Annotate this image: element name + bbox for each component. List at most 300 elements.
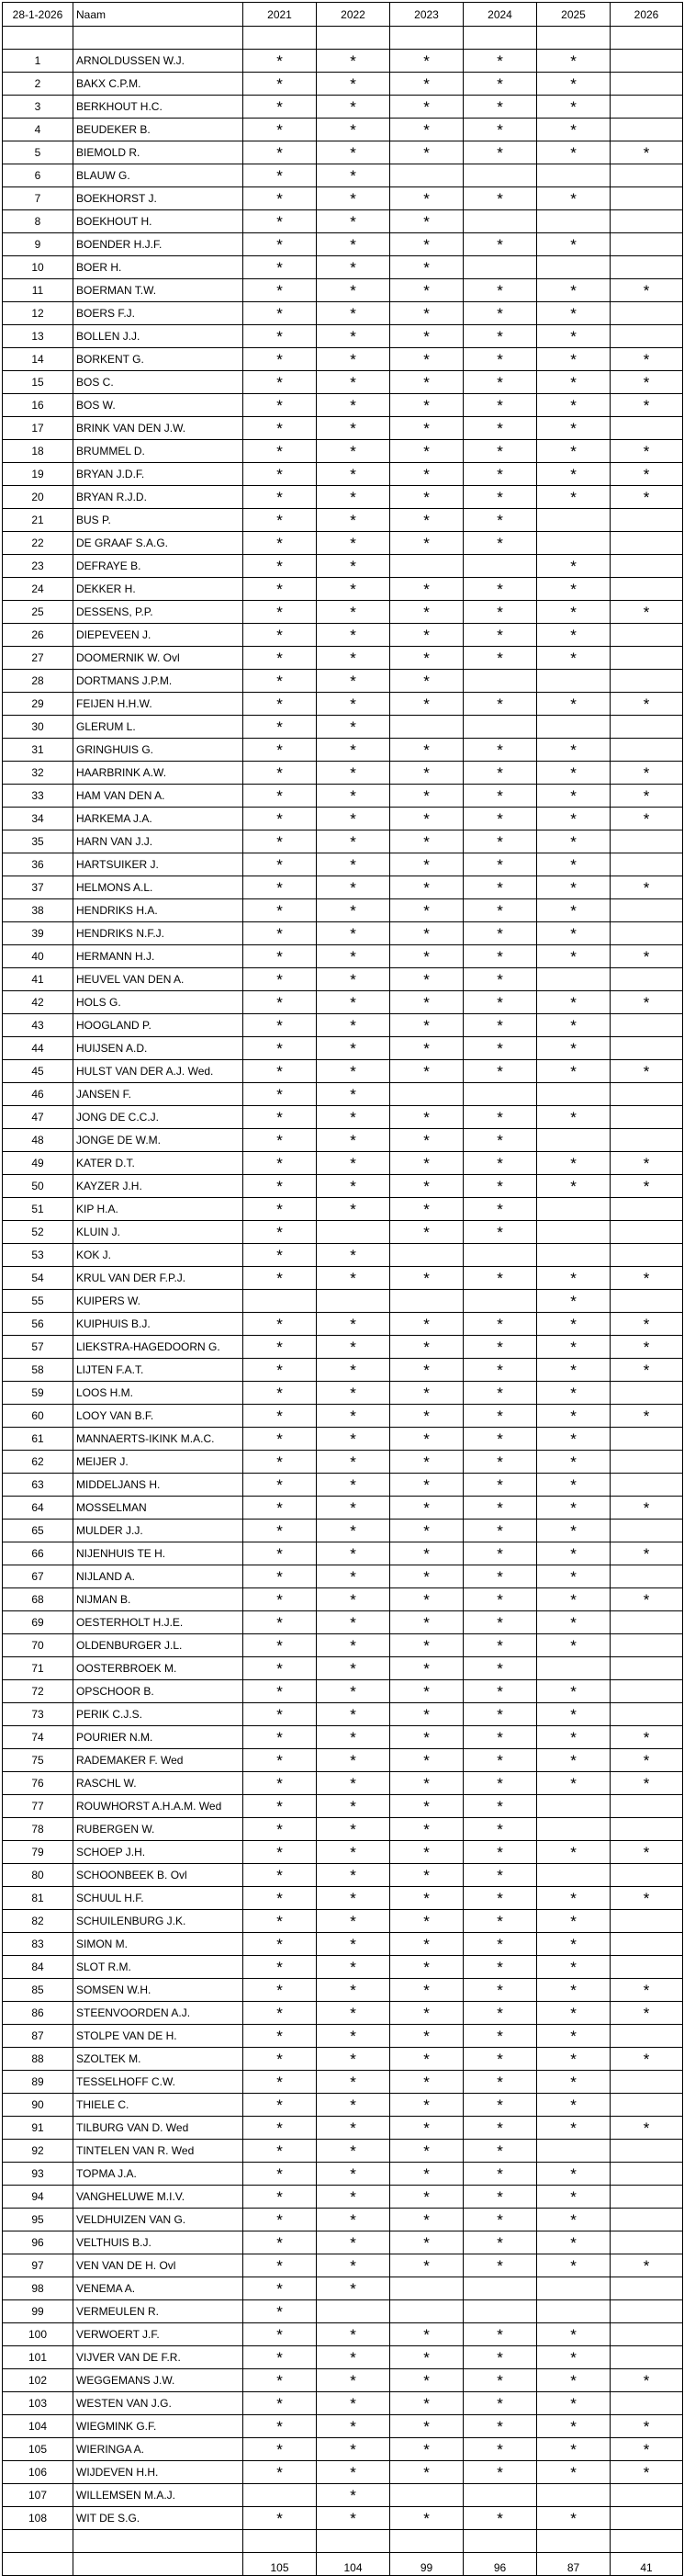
year-mark-cell <box>537 2300 611 2323</box>
year-mark-cell: * <box>611 1588 683 1611</box>
year-mark-cell <box>464 1083 537 1106</box>
year-mark-cell <box>611 417 683 440</box>
row-number: 3 <box>3 96 73 119</box>
table-row <box>3 2094 683 2117</box>
year-mark-cell: * <box>390 2461 464 2484</box>
year-mark-cell: * <box>464 1864 537 1887</box>
year-mark-cell <box>611 73 683 96</box>
row-number: 37 <box>3 876 73 899</box>
table-row <box>3 785 683 808</box>
year-mark-cell: * <box>537 1451 611 1474</box>
member-name: KIP H.A. <box>73 1198 243 1221</box>
member-name: HENDRIKS H.A. <box>73 899 243 922</box>
year-mark-cell: * <box>243 1887 317 1910</box>
year-mark-cell <box>464 1244 537 1267</box>
year-mark-cell: * <box>537 624 611 647</box>
year-mark-cell: * <box>317 808 390 830</box>
year-mark-cell: * <box>243 2277 317 2300</box>
year-mark-cell: * <box>537 2254 611 2277</box>
year-mark-cell: * <box>390 187 464 210</box>
member-name: BERKHOUT H.C. <box>73 96 243 119</box>
year-mark-cell: * <box>537 2025 611 2048</box>
member-name: BORKENT G. <box>73 348 243 371</box>
year-mark-cell: * <box>537 233 611 256</box>
table-row <box>3 164 683 187</box>
member-name: VELTHUIS B.J. <box>73 2231 243 2254</box>
year-mark-cell: * <box>611 1772 683 1795</box>
year-mark-cell: * <box>317 1405 390 1428</box>
year-mark-cell <box>611 2300 683 2323</box>
table-row <box>3 1382 683 1405</box>
table-row <box>3 1152 683 1175</box>
row-number: 59 <box>3 1382 73 1405</box>
year-mark-cell: * <box>243 2048 317 2071</box>
year-mark-cell: * <box>243 2163 317 2186</box>
year-mark-cell: * <box>243 210 317 233</box>
year-mark-cell: * <box>317 1428 390 1451</box>
table-row <box>3 2323 683 2346</box>
year-mark-cell <box>243 1290 317 1313</box>
year-mark-cell: * <box>611 1359 683 1382</box>
row-number: 91 <box>3 2117 73 2140</box>
year-mark-cell <box>390 2484 464 2507</box>
year-mark-cell <box>611 2186 683 2209</box>
row-number: 35 <box>3 830 73 853</box>
year-mark-cell: * <box>390 1014 464 1037</box>
year-mark-cell: * <box>317 2117 390 2140</box>
year-mark-cell: * <box>464 325 537 348</box>
year-mark-cell: * <box>243 1313 317 1336</box>
year-mark-cell: * <box>243 1428 317 1451</box>
year-mark-cell <box>611 187 683 210</box>
year-mark-cell: * <box>537 119 611 141</box>
year-mark-cell: * <box>243 922 317 945</box>
year-mark-cell: * <box>317 1841 390 1864</box>
year-mark-cell <box>611 716 683 739</box>
year-mark-cell: * <box>390 2117 464 2140</box>
year-mark-cell: * <box>464 1818 537 1841</box>
year-mark-cell: * <box>464 2346 537 2369</box>
year-mark-cell: * <box>464 2254 537 2277</box>
table-row <box>3 2254 683 2277</box>
year-mark-cell: * <box>464 1037 537 1060</box>
year-mark-cell: * <box>390 1956 464 1979</box>
year-mark-cell: * <box>317 555 390 578</box>
year-mark-cell: * <box>464 2094 537 2117</box>
row-number: 86 <box>3 2002 73 2025</box>
year-mark-cell: * <box>464 601 537 624</box>
year-mark-cell: * <box>317 1703 390 1726</box>
year-mark-cell: * <box>537 876 611 899</box>
member-name: PERIK C.J.S. <box>73 1703 243 1726</box>
year-mark-cell: * <box>464 2323 537 2346</box>
member-name: BOS C. <box>73 371 243 394</box>
year-mark-cell: * <box>317 2507 390 2530</box>
year-mark-cell: * <box>243 2140 317 2163</box>
table-row <box>3 991 683 1014</box>
member-name: SOMSEN W.H. <box>73 1979 243 2002</box>
row-number: 25 <box>3 601 73 624</box>
year-mark-cell: * <box>317 233 390 256</box>
row-number: 80 <box>3 1864 73 1887</box>
table-row <box>3 1864 683 1887</box>
year-mark-cell: * <box>243 1060 317 1083</box>
year-mark-cell <box>611 739 683 762</box>
year-mark-cell: * <box>243 1451 317 1474</box>
year-mark-cell: * <box>317 141 390 164</box>
year-mark-cell <box>611 1221 683 1244</box>
year-mark-cell: * <box>243 2094 317 2117</box>
table-row <box>3 486 683 509</box>
membership-table <box>2 2 683 2576</box>
year-mark-cell: * <box>464 2163 537 2186</box>
year-mark-cell: * <box>243 1152 317 1175</box>
year-mark-cell: * <box>464 1841 537 1864</box>
table-row <box>3 1841 683 1864</box>
member-name: WIJDEVEN H.H. <box>73 2461 243 2484</box>
year-mark-cell <box>317 1221 390 1244</box>
member-name: OESTERHOLT H.J.E. <box>73 1611 243 1634</box>
year-mark-cell: * <box>317 2323 390 2346</box>
year-mark-cell: * <box>464 1474 537 1497</box>
year-mark-cell: * <box>390 394 464 417</box>
year-mark-cell: * <box>317 1680 390 1703</box>
table-row <box>3 2163 683 2186</box>
member-name: BIEMOLD R. <box>73 141 243 164</box>
year-mark-cell: * <box>464 2231 537 2254</box>
year-mark-cell <box>611 1382 683 1405</box>
year-mark-cell: * <box>317 1336 390 1359</box>
year-mark-cell <box>537 164 611 187</box>
year-mark-cell: * <box>243 647 317 670</box>
year-mark-cell <box>611 325 683 348</box>
table-row <box>3 647 683 670</box>
year-mark-cell: * <box>317 1359 390 1382</box>
table-row <box>3 1175 683 1198</box>
year-mark-cell: * <box>611 1175 683 1198</box>
member-name: SLOT R.M. <box>73 1956 243 1979</box>
year-mark-cell: * <box>243 1497 317 1520</box>
member-name: JONGE DE W.M. <box>73 1129 243 1152</box>
year-mark-cell <box>611 2094 683 2117</box>
year-mark-cell: * <box>390 1474 464 1497</box>
year-mark-cell: * <box>537 991 611 1014</box>
row-number: 41 <box>3 968 73 991</box>
row-number: 58 <box>3 1359 73 1382</box>
year-mark-cell: * <box>243 2369 317 2392</box>
year-mark-cell: * <box>537 2507 611 2530</box>
year-mark-cell <box>464 2484 537 2507</box>
year-mark-cell: * <box>537 348 611 371</box>
year-mark-cell <box>537 1244 611 1267</box>
year-mark-cell <box>611 1634 683 1657</box>
year-mark-cell: * <box>390 233 464 256</box>
table-row <box>3 2186 683 2209</box>
row-number: 19 <box>3 463 73 486</box>
year-mark-cell <box>537 1795 611 1818</box>
year-mark-cell: * <box>243 371 317 394</box>
year-mark-cell: * <box>464 1382 537 1405</box>
member-name: DORTMANS J.P.M. <box>73 670 243 693</box>
year-mark-cell: * <box>317 1956 390 1979</box>
year-mark-cell <box>611 1565 683 1588</box>
row-number: 24 <box>3 578 73 601</box>
member-name: HELMONS A.L. <box>73 876 243 899</box>
year-mark-cell: * <box>390 119 464 141</box>
table-row <box>3 1588 683 1611</box>
member-name: HARTSUIKER J. <box>73 853 243 876</box>
year-mark-cell: * <box>390 899 464 922</box>
year-mark-cell: * <box>537 187 611 210</box>
year-mark-cell: * <box>390 853 464 876</box>
year-mark-cell: * <box>464 2392 537 2415</box>
table-row <box>3 1680 683 1703</box>
table-row <box>3 50 683 73</box>
year-mark-cell: * <box>243 509 317 532</box>
year-mark-cell: * <box>317 1588 390 1611</box>
member-name: MANNAERTS-IKINK M.A.C. <box>73 1428 243 1451</box>
year-mark-cell <box>611 2209 683 2231</box>
year-mark-cell: * <box>243 716 317 739</box>
year-mark-cell: * <box>537 922 611 945</box>
year-mark-cell: * <box>317 2415 390 2438</box>
member-name: KUIPERS W. <box>73 1290 243 1313</box>
year-mark-cell: * <box>317 1014 390 1037</box>
member-name: MEIJER J. <box>73 1451 243 1474</box>
year-mark-cell <box>390 555 464 578</box>
year-mark-cell: * <box>611 1152 683 1175</box>
row-number: 4 <box>3 119 73 141</box>
year-mark-cell: * <box>611 371 683 394</box>
year-mark-cell <box>317 2300 390 2323</box>
year-mark-cell: * <box>537 73 611 96</box>
member-name: STOLPE VAN DE H. <box>73 2025 243 2048</box>
year-mark-cell: * <box>243 693 317 716</box>
year-mark-cell: * <box>464 279 537 302</box>
row-number: 34 <box>3 808 73 830</box>
year-total: 87 <box>537 2553 611 2576</box>
year-mark-cell: * <box>537 394 611 417</box>
year-mark-cell: * <box>390 417 464 440</box>
row-number: 104 <box>3 2415 73 2438</box>
year-mark-cell: * <box>537 486 611 509</box>
year-mark-cell: * <box>537 1313 611 1336</box>
year-mark-cell: * <box>464 1106 537 1129</box>
year-mark-cell: * <box>464 1726 537 1749</box>
member-name: SCHUILENBURG J.K. <box>73 1910 243 1933</box>
year-mark-cell <box>611 2484 683 2507</box>
year-mark-cell: * <box>611 2438 683 2461</box>
year-mark-cell: * <box>611 279 683 302</box>
year-mark-cell: * <box>390 762 464 785</box>
year-mark-cell: * <box>243 1795 317 1818</box>
year-mark-cell: * <box>243 463 317 486</box>
row-number: 100 <box>3 2323 73 2346</box>
year-mark-cell: * <box>390 1382 464 1405</box>
empty-cell <box>243 2530 317 2553</box>
table-row <box>3 96 683 119</box>
year-mark-cell: * <box>464 1428 537 1451</box>
year-mark-cell: * <box>537 1037 611 1060</box>
year-mark-cell: * <box>537 1359 611 1382</box>
member-name: BOERMAN T.W. <box>73 279 243 302</box>
year-mark-cell <box>611 1611 683 1634</box>
date-header: 28-1-2026 <box>3 3 73 27</box>
row-number: 27 <box>3 647 73 670</box>
member-name: VERMEULEN R. <box>73 2300 243 2323</box>
member-name: TOPMA J.A. <box>73 2163 243 2186</box>
year-mark-cell <box>464 2277 537 2300</box>
year-mark-cell: * <box>243 2438 317 2461</box>
year-mark-cell: * <box>390 1657 464 1680</box>
table-row <box>3 1542 683 1565</box>
table-row <box>3 1267 683 1290</box>
year-mark-cell: * <box>390 532 464 555</box>
year-mark-cell: * <box>611 1405 683 1428</box>
row-number: 5 <box>3 141 73 164</box>
year-mark-cell: * <box>611 1979 683 2002</box>
year-mark-cell: * <box>243 1405 317 1428</box>
year-mark-cell: * <box>317 50 390 73</box>
year-mark-cell: * <box>243 1359 317 1382</box>
table-row <box>3 2300 683 2323</box>
year-mark-cell: * <box>611 1542 683 1565</box>
member-name: JANSEN F. <box>73 1083 243 1106</box>
year-mark-cell <box>611 1474 683 1497</box>
year-mark-cell: * <box>464 899 537 922</box>
year-header: 2024 <box>464 3 537 27</box>
year-mark-cell: * <box>537 693 611 716</box>
year-mark-cell <box>464 256 537 279</box>
year-mark-cell: * <box>317 968 390 991</box>
year-mark-cell: * <box>464 876 537 899</box>
year-mark-cell <box>611 2140 683 2163</box>
year-mark-cell: * <box>464 2438 537 2461</box>
year-mark-cell: * <box>464 348 537 371</box>
year-mark-cell: * <box>537 555 611 578</box>
table-row <box>3 555 683 578</box>
table-row <box>3 119 683 141</box>
year-mark-cell: * <box>390 302 464 325</box>
table-row <box>3 463 683 486</box>
year-mark-cell: * <box>317 853 390 876</box>
row-number: 78 <box>3 1818 73 1841</box>
row-number: 89 <box>3 2071 73 2094</box>
empty-cell <box>3 2530 73 2553</box>
year-mark-cell: * <box>390 1749 464 1772</box>
member-name: OOSTERBROEK M. <box>73 1657 243 1680</box>
row-number: 43 <box>3 1014 73 1037</box>
year-mark-cell: * <box>464 830 537 853</box>
year-mark-cell: * <box>243 830 317 853</box>
year-mark-cell: * <box>243 1772 317 1795</box>
member-name: POURIER N.M. <box>73 1726 243 1749</box>
row-number: 44 <box>3 1037 73 1060</box>
year-mark-cell <box>611 555 683 578</box>
year-mark-cell: * <box>390 1795 464 1818</box>
year-mark-cell: * <box>243 1703 317 1726</box>
year-mark-cell: * <box>243 2461 317 2484</box>
member-name: BOER H. <box>73 256 243 279</box>
year-mark-cell: * <box>537 578 611 601</box>
year-mark-cell: * <box>390 1703 464 1726</box>
year-mark-cell: * <box>464 853 537 876</box>
year-mark-cell: * <box>243 1841 317 1864</box>
year-mark-cell: * <box>243 1037 317 1060</box>
year-mark-cell: * <box>317 1497 390 1520</box>
member-name: WIT DE S.G. <box>73 2507 243 2530</box>
year-mark-cell: * <box>243 762 317 785</box>
year-mark-cell: * <box>243 417 317 440</box>
table-row <box>3 1014 683 1037</box>
year-mark-cell: * <box>537 1497 611 1520</box>
header-row <box>3 3 683 27</box>
table-row <box>3 1037 683 1060</box>
year-mark-cell: * <box>537 2048 611 2071</box>
year-mark-cell: * <box>390 578 464 601</box>
table-row <box>3 1887 683 1910</box>
year-mark-cell: * <box>243 394 317 417</box>
year-mark-cell: * <box>243 2392 317 2415</box>
year-mark-cell <box>390 1083 464 1106</box>
year-mark-cell: * <box>611 1497 683 1520</box>
year-mark-cell: * <box>390 73 464 96</box>
year-mark-cell: * <box>317 256 390 279</box>
year-mark-cell: * <box>390 348 464 371</box>
year-mark-cell <box>611 1956 683 1979</box>
year-mark-cell: * <box>317 1106 390 1129</box>
row-number: 81 <box>3 1887 73 1910</box>
year-mark-cell: * <box>537 1152 611 1175</box>
year-mark-cell: * <box>537 1933 611 1956</box>
year-mark-cell: * <box>537 830 611 853</box>
year-mark-cell: * <box>537 2186 611 2209</box>
year-mark-cell: * <box>243 1267 317 1290</box>
year-mark-cell <box>537 2140 611 2163</box>
row-number: 26 <box>3 624 73 647</box>
year-mark-cell: * <box>464 1267 537 1290</box>
year-mark-cell: * <box>464 1129 537 1152</box>
year-mark-cell: * <box>390 1588 464 1611</box>
member-name: HARKEMA J.A. <box>73 808 243 830</box>
table-row <box>3 348 683 371</box>
year-mark-cell: * <box>537 2209 611 2231</box>
year-mark-cell: * <box>243 1956 317 1979</box>
year-mark-cell: * <box>464 624 537 647</box>
member-name: SCHOONBEEK B. Ovl <box>73 1864 243 1887</box>
year-mark-cell: * <box>390 1611 464 1634</box>
year-mark-cell: * <box>390 2392 464 2415</box>
row-number: 62 <box>3 1451 73 1474</box>
row-number: 29 <box>3 693 73 716</box>
table-row <box>3 141 683 164</box>
row-number: 98 <box>3 2277 73 2300</box>
year-mark-cell <box>611 1520 683 1542</box>
year-mark-cell: * <box>464 2140 537 2163</box>
name-header: Naam <box>73 3 243 27</box>
year-mark-cell: * <box>243 2025 317 2048</box>
totals-row <box>3 2553 683 2576</box>
year-mark-cell: * <box>537 945 611 968</box>
year-mark-cell: * <box>611 2369 683 2392</box>
table-row <box>3 716 683 739</box>
table-row <box>3 899 683 922</box>
year-mark-cell <box>390 2277 464 2300</box>
table-row <box>3 2071 683 2094</box>
year-mark-cell: * <box>464 141 537 164</box>
member-name: SCHUUL H.F. <box>73 1887 243 1910</box>
row-number: 7 <box>3 187 73 210</box>
